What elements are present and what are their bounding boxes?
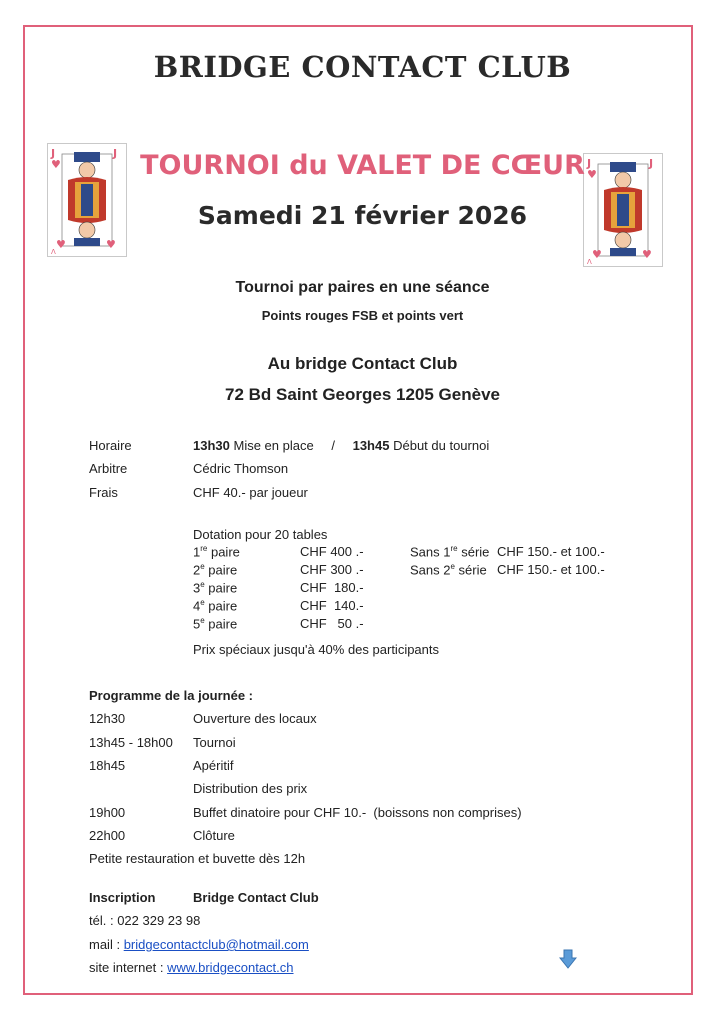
series-prize-label: Sans 1re série xyxy=(410,544,490,560)
tournament-title: TOURNOI du VALET DE CŒUR xyxy=(140,150,585,181)
dotation-title: Dotation pour 20 tables xyxy=(193,527,328,542)
svg-text:♥: ♥ xyxy=(106,238,116,251)
svg-text:♥: ♥ xyxy=(592,248,602,261)
programme-time: 12h30 xyxy=(89,711,126,726)
phone-label: tél. : xyxy=(89,913,114,928)
prize-amount: CHF 50 .- xyxy=(300,616,364,631)
time-separator: / xyxy=(331,438,335,453)
programme-note: Petite restauration et buvette dès 12h xyxy=(89,851,306,866)
inscription-club: Bridge Contact Club xyxy=(193,890,319,905)
horaire-label: Horaire xyxy=(89,438,132,453)
programme-time: 22h00 xyxy=(89,828,126,843)
prize-amount: CHF 180.- xyxy=(300,580,364,595)
setup-text: Mise en place xyxy=(233,438,314,453)
prize-row: 2e paire xyxy=(193,562,238,578)
prize-row: 4e paire xyxy=(193,598,238,614)
setup-time: 13h30 xyxy=(193,438,230,453)
tournament-format: Tournoi par paires en une séance xyxy=(235,279,490,296)
start-time: 13h45 xyxy=(352,438,390,453)
svg-text:Λ: Λ xyxy=(587,258,592,266)
mail-label: mail : xyxy=(89,937,121,952)
site-line xyxy=(89,960,294,975)
programme-text: Clôture xyxy=(193,828,235,843)
svg-text:♥: ♥ xyxy=(56,238,66,251)
programme-text: Tournoi xyxy=(193,735,236,750)
svg-text:♥: ♥ xyxy=(587,168,597,181)
special-prizes: Prix spéciaux jusqu'à 40% des participants xyxy=(193,642,440,657)
site-label: site internet : xyxy=(89,960,164,975)
phone-number: 022 329 23 98 xyxy=(117,913,201,928)
start-text: Début du tournoi xyxy=(393,438,490,453)
prize-row: 1re paire xyxy=(193,544,240,560)
series-prize-amount: CHF 150.- et 100.- xyxy=(497,562,605,577)
tournament-points: Points rouges FSB et points vert xyxy=(261,308,464,323)
inscription-label: Inscription xyxy=(89,890,156,905)
phone-line xyxy=(89,913,200,928)
series-prize-amount: CHF 150.- et 100.- xyxy=(497,544,605,559)
svg-text:♥: ♥ xyxy=(642,248,652,261)
programme-text: Ouverture des locaux xyxy=(193,711,317,726)
svg-text:J: J xyxy=(113,147,118,160)
mail-line xyxy=(89,937,309,952)
prize-amount: CHF 140.- xyxy=(300,598,364,613)
programme-text: Apéritif xyxy=(193,758,234,773)
svg-text:J: J xyxy=(51,147,56,160)
club-name: BRIDGE CONTACT CLUB xyxy=(153,50,572,84)
frais-value: CHF 40.- par joueur xyxy=(193,485,308,500)
programme-text: Distribution des prix xyxy=(193,781,308,796)
site-link[interactable]: www.bridgecontact.ch xyxy=(167,960,294,975)
arbitre-label: Arbitre xyxy=(89,461,128,476)
svg-text:Λ: Λ xyxy=(51,248,56,256)
prize-row: 5e paire xyxy=(193,616,238,632)
frais-label: Frais xyxy=(89,485,118,500)
programme-time: 18h45 xyxy=(89,758,126,773)
series-prize-label: Sans 2e série xyxy=(410,562,487,578)
svg-text:J: J xyxy=(587,157,592,170)
prize-amount: CHF 400 .- xyxy=(300,544,364,559)
programme-text: Buffet dinatoire pour CHF 10.- (boissons non comprises) xyxy=(193,805,522,820)
prize-amount: CHF 300 .- xyxy=(300,562,364,577)
svg-text:J: J xyxy=(649,157,654,170)
programme-time: 13h45 - 18h00 xyxy=(89,735,173,750)
mail-link[interactable]: bridgecontactclub@hotmail.com xyxy=(123,937,309,952)
down-arrow-icon[interactable] xyxy=(559,949,577,974)
programme-time: 19h00 xyxy=(89,805,126,820)
arbitre-value: Cédric Thomson xyxy=(193,461,289,476)
tournament-date: Samedi 21 février 2026 xyxy=(197,201,528,230)
venue-name: Au bridge Contact Club xyxy=(267,354,458,373)
programme-title: Programme de la journée : xyxy=(89,688,253,703)
prize-row: 3e paire xyxy=(193,580,238,596)
svg-text:♥: ♥ xyxy=(51,158,61,171)
venue-address: 72 Bd Saint Georges 1205 Genève xyxy=(225,385,500,404)
horaire-value xyxy=(193,438,489,453)
